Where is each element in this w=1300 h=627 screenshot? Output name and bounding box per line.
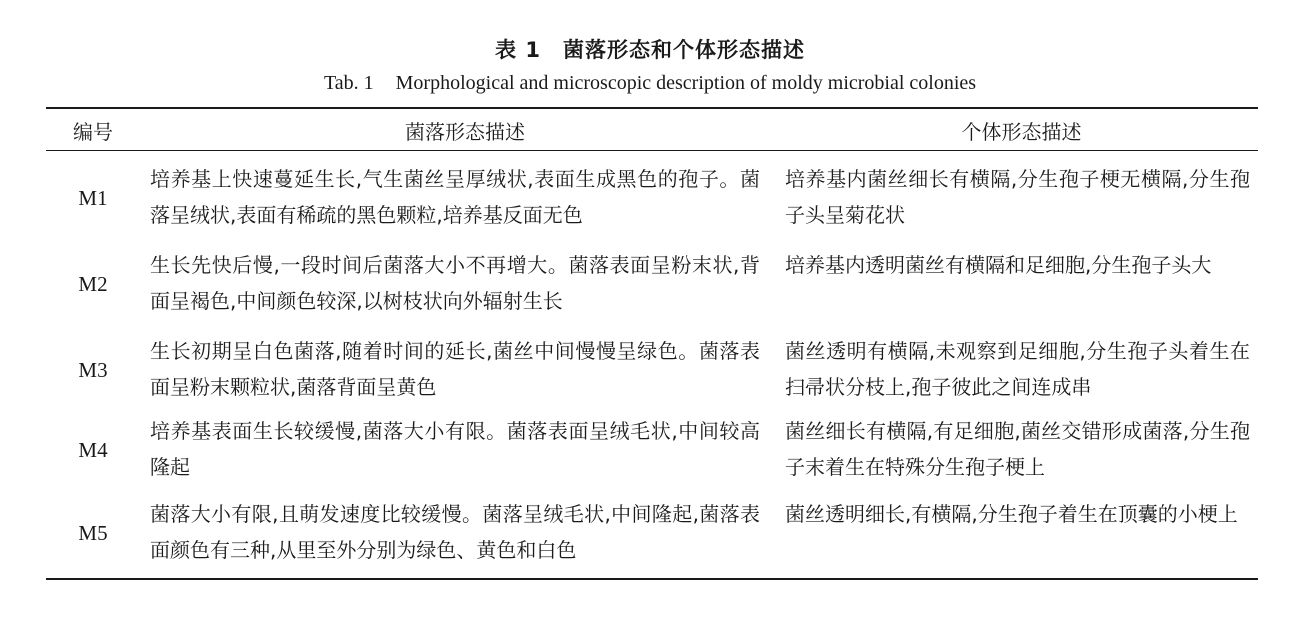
individual-description: 培养基内透明菌丝有横隔和足细胞,分生孢子头大 bbox=[785, 253, 1212, 277]
table-row bbox=[46, 407, 1258, 493]
table-top-rule bbox=[46, 107, 1258, 109]
table-row bbox=[46, 327, 1258, 413]
individual-description: 培养基内菌丝细长有横隔,分生孢子梗无横隔,分生孢子头呈菊花状 bbox=[785, 167, 1250, 227]
colony-description: 生长先快后慢,一段时间后菌落大小不再增大。菌落表面呈粉末状,背面呈褐色,中间颜色较深,以树枝状向外辐射生长 bbox=[150, 253, 760, 313]
header-id: 编号 bbox=[73, 120, 113, 144]
table-caption-cn bbox=[0, 34, 1300, 64]
colony-description: 培养基上快速蔓延生长,气生菌丝呈厚绒状,表面生成黑色的孢子。菌落呈绒状,表面有稀疏的黑色颗粒,培养基反面无色 bbox=[150, 167, 760, 227]
row-id: M4 bbox=[78, 437, 108, 462]
colony-description: 培养基表面生长较缓慢,菌落大小有限。菌落表面呈绒毛状,中间较高隆起 bbox=[150, 419, 760, 479]
colony-description: 菌落大小有限,且萌发速度比较缓慢。菌落呈绒毛状,中间隆起,菌落表面颜色有三种,从里至外分别为绿色、黄色和白色 bbox=[150, 502, 760, 562]
row-id: M5 bbox=[78, 520, 108, 545]
row-id: M2 bbox=[78, 271, 108, 296]
individual-description: 菌丝透明有横隔,未观察到足细胞,分生孢子头着生在扫帚状分枝上,孢子彼此之间连成串 bbox=[785, 339, 1250, 399]
colony-description: 生长初期呈白色菌落,随着时间的延长,菌丝中间慢慢呈绿色。菌落表面呈粉末颗粒状,菌落背面呈黄色 bbox=[150, 339, 760, 399]
table-title-en: Morphological and microscopic description of moldy microbial colonies bbox=[395, 72, 977, 94]
table-header-rule bbox=[46, 150, 1258, 151]
table-row bbox=[46, 490, 1258, 576]
row-id: M1 bbox=[78, 185, 108, 210]
table-bottom-rule bbox=[46, 578, 1258, 580]
individual-description: 菌丝细长有横隔,有足细胞,菌丝交错形成菌落,分生孢子末着生在特殊分生孢子梗上 bbox=[785, 419, 1250, 479]
table-row bbox=[46, 241, 1258, 327]
header-colony-morphology: 菌落形态描述 bbox=[405, 120, 525, 144]
individual-description: 菌丝透明细长,有横隔,分生孢子着生在顶囊的小梗上 bbox=[785, 502, 1238, 526]
table-title-cn: 菌落形态和个体形态描述 bbox=[562, 38, 805, 62]
table-number-cn: 表 1 bbox=[495, 38, 541, 62]
table-number-en: Tab. 1 bbox=[323, 72, 374, 94]
table-row bbox=[46, 155, 1258, 241]
row-id: M3 bbox=[78, 357, 108, 382]
table-caption-en bbox=[0, 72, 1300, 95]
header-individual-morphology: 个体形态描述 bbox=[961, 120, 1082, 144]
